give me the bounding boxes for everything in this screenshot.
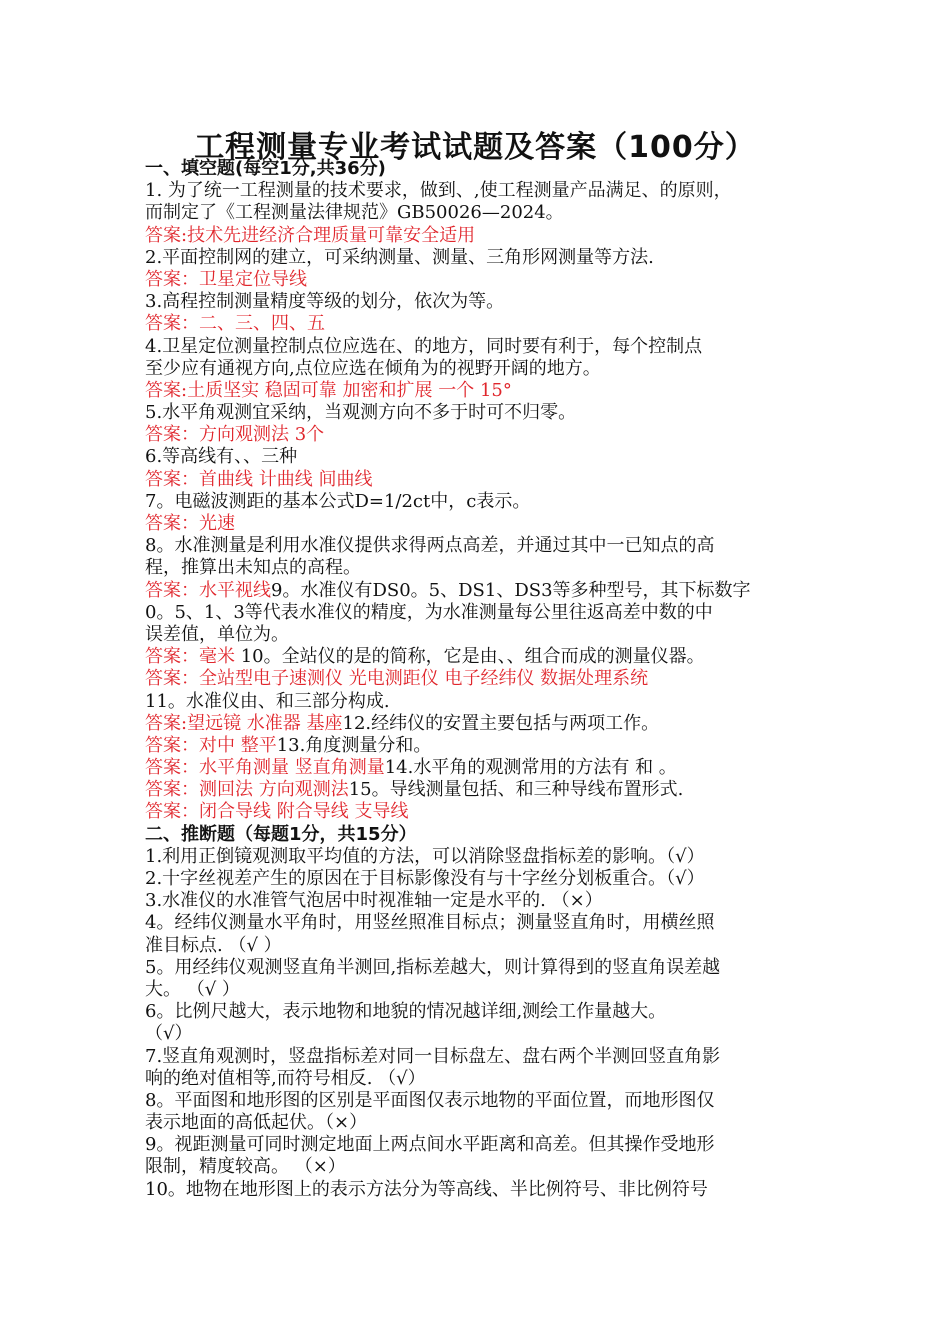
judge-10: 10。地物在地形图上的表示方法分为等高线、半比例符号、非比例符号 bbox=[145, 1178, 708, 1200]
question-10: 10。全站仪的是的简称，它是由、、组合而成的测量仪器。 bbox=[235, 646, 705, 668]
answer-9-question-10-line bbox=[145, 646, 875, 668]
answer-3: 答案：二、三、四、五 bbox=[145, 313, 325, 335]
question-14: 14.水平角的观测常用的方法有 和 。 bbox=[384, 757, 677, 779]
question-9-line-3: 误差值，单位为。 bbox=[145, 623, 289, 645]
judge-5-line-1: 5。用经纬仪观测竖直角半测回,指标差越大，则计算得到的竖直角误差越 bbox=[145, 956, 721, 978]
question-9-line-1: 9。水准仪有DS0。5、DS1、DS3等多种型号，其下标数字 bbox=[271, 579, 751, 601]
section-heading-judge: 二、推断题（每题1分，共15分） bbox=[145, 823, 417, 845]
question-1-line-1: 1. 为了统一工程测量的技术要求，做到、,使工程测量产品满足、的原则， bbox=[145, 180, 732, 202]
judge-5-line-2: 大。 （√ ） bbox=[145, 978, 240, 1000]
judge-6-line-2: （√） bbox=[145, 1023, 193, 1045]
answer-10: 答案：全站型电子速测仪 光电测距仪 电子经纬仪 数据处理系统 bbox=[145, 668, 649, 690]
answer-15: 答案：闭合导线 附合导线 支导线 bbox=[145, 801, 409, 823]
question-6: 6.等高线有、、三种 bbox=[145, 446, 298, 468]
question-8-line-2: 程，推算出未知点的高程。 bbox=[145, 557, 361, 579]
question-15: 15。导线测量包括、和三种导线布置形式. bbox=[348, 779, 684, 801]
answer-8-question-9-line bbox=[145, 580, 875, 602]
answer-8: 答案：水平视线 bbox=[145, 579, 271, 601]
answer-11-question-12-line bbox=[145, 713, 875, 735]
question-11: 11。水准仪由、和三部分构成. bbox=[145, 690, 390, 712]
judge-7-line-1: 7.竖直角观测时，竖盘指标差对同一目标盘左、盘右两个半测回竖直角影 bbox=[145, 1045, 721, 1067]
answer-12-question-13-line bbox=[145, 735, 875, 757]
answer-14-question-15-line bbox=[145, 779, 875, 801]
answer-1: 答案:技术先进经济合理质量可靠安全适用 bbox=[145, 224, 476, 246]
judge-2: 2.十字丝视差产生的原因在于目标影像没有与十字丝分划板重合。（√） bbox=[145, 868, 705, 889]
answer-13: 答案：水平角测量 竖直角测量 bbox=[145, 757, 385, 779]
judge-1: 1.利用正倒镜观测取平均值的方法，可以消除竖盘指标差的影响。（√） bbox=[145, 845, 705, 867]
answer-6: 答案：首曲线 计曲线 间曲线 bbox=[145, 468, 373, 490]
question-1-line-2: 而制定了《工程测量法律规范》GB50026—2024。 bbox=[145, 202, 564, 224]
judge-4-line-1: 4。经纬仪测量水平角时，用竖丝照准目标点；测量竖直角时，用横丝照 bbox=[145, 912, 715, 934]
answer-12: 答案：对中 整平 bbox=[145, 734, 277, 756]
question-5: 5.水平角观测宜采纳，当观测方向不多于时可不归零。 bbox=[145, 402, 577, 424]
question-9-line-2: 0。5、1、3等代表水准仪的精度，为水准测量每公里往返高差中数的中 bbox=[145, 601, 713, 623]
question-4-line-2: 至少应有通视方向,点位应选在倾角为的视野开阔的地方。 bbox=[145, 357, 601, 379]
question-2: 2.平面控制网的建立，可采纳测量、测量、三角形网测量等方法. bbox=[145, 246, 654, 268]
question-3: 3.高程控制测量精度等级的划分，依次为等。 bbox=[145, 291, 505, 313]
judge-8-line-2: 表示地面的高低起伏。（×） bbox=[145, 1112, 368, 1134]
answer-7: 答案：光速 bbox=[145, 513, 235, 534]
exam-content bbox=[145, 158, 875, 1201]
answer-2: 答案：卫星定位导线 bbox=[145, 268, 307, 290]
judge-9-line-1: 9。视距测量可同时测定地面上两点间水平距离和高差。但其操作受地形 bbox=[145, 1134, 715, 1156]
question-13: 13.角度测量分和。 bbox=[276, 734, 432, 756]
judge-9-line-2: 限制，精度较高。 （×） bbox=[145, 1156, 346, 1178]
question-12: 12.经纬仪的安置主要包括与两项工作。 bbox=[342, 712, 660, 734]
section-heading-fill: 一、填空题(每空1分,共36分) bbox=[145, 158, 386, 179]
answer-13-question-14-line bbox=[145, 757, 875, 779]
question-7: 7。电磁波测距的基本公式D=1/2ct中，c表示。 bbox=[145, 490, 531, 512]
judge-7-line-2: 响的绝对值相等,而符号相反. （√） bbox=[145, 1067, 426, 1089]
judge-8-line-1: 8。平面图和地形图的区别是平面图仅表示地物的平面位置，而地形图仅 bbox=[145, 1089, 715, 1111]
judge-3: 3.水准仪的水准管气泡居中时视准轴一定是水平的. （×） bbox=[145, 890, 603, 912]
answer-4: 答案:土质坚实 稳固可靠 加密和扩展 一个 15° bbox=[145, 379, 512, 401]
answer-11: 答案:望远镜 水准器 基座 bbox=[145, 712, 343, 734]
answer-14: 答案：测回法 方向观测法 bbox=[145, 779, 349, 801]
question-8-line-1: 8。水准测量是利用水准仪提供求得两点高差，并通过其中一已知点的高 bbox=[145, 535, 715, 557]
answer-9: 答案：毫米 bbox=[145, 646, 235, 668]
judge-4-line-2: 准目标点. （√ ） bbox=[145, 934, 282, 956]
judge-6-line-1: 6。比例尺越大，表示地物和地貌的情况越详细,测绘工作量越大。 bbox=[145, 1001, 667, 1023]
answer-5: 答案：方向观测法 3个 bbox=[145, 424, 325, 446]
question-4-line-1: 4.卫星定位测量控制点位应选在、的地方，同时要有利于，每个控制点 bbox=[145, 335, 703, 357]
page-title: 工程测量专业考试试题及答案（100分） bbox=[194, 130, 756, 165]
